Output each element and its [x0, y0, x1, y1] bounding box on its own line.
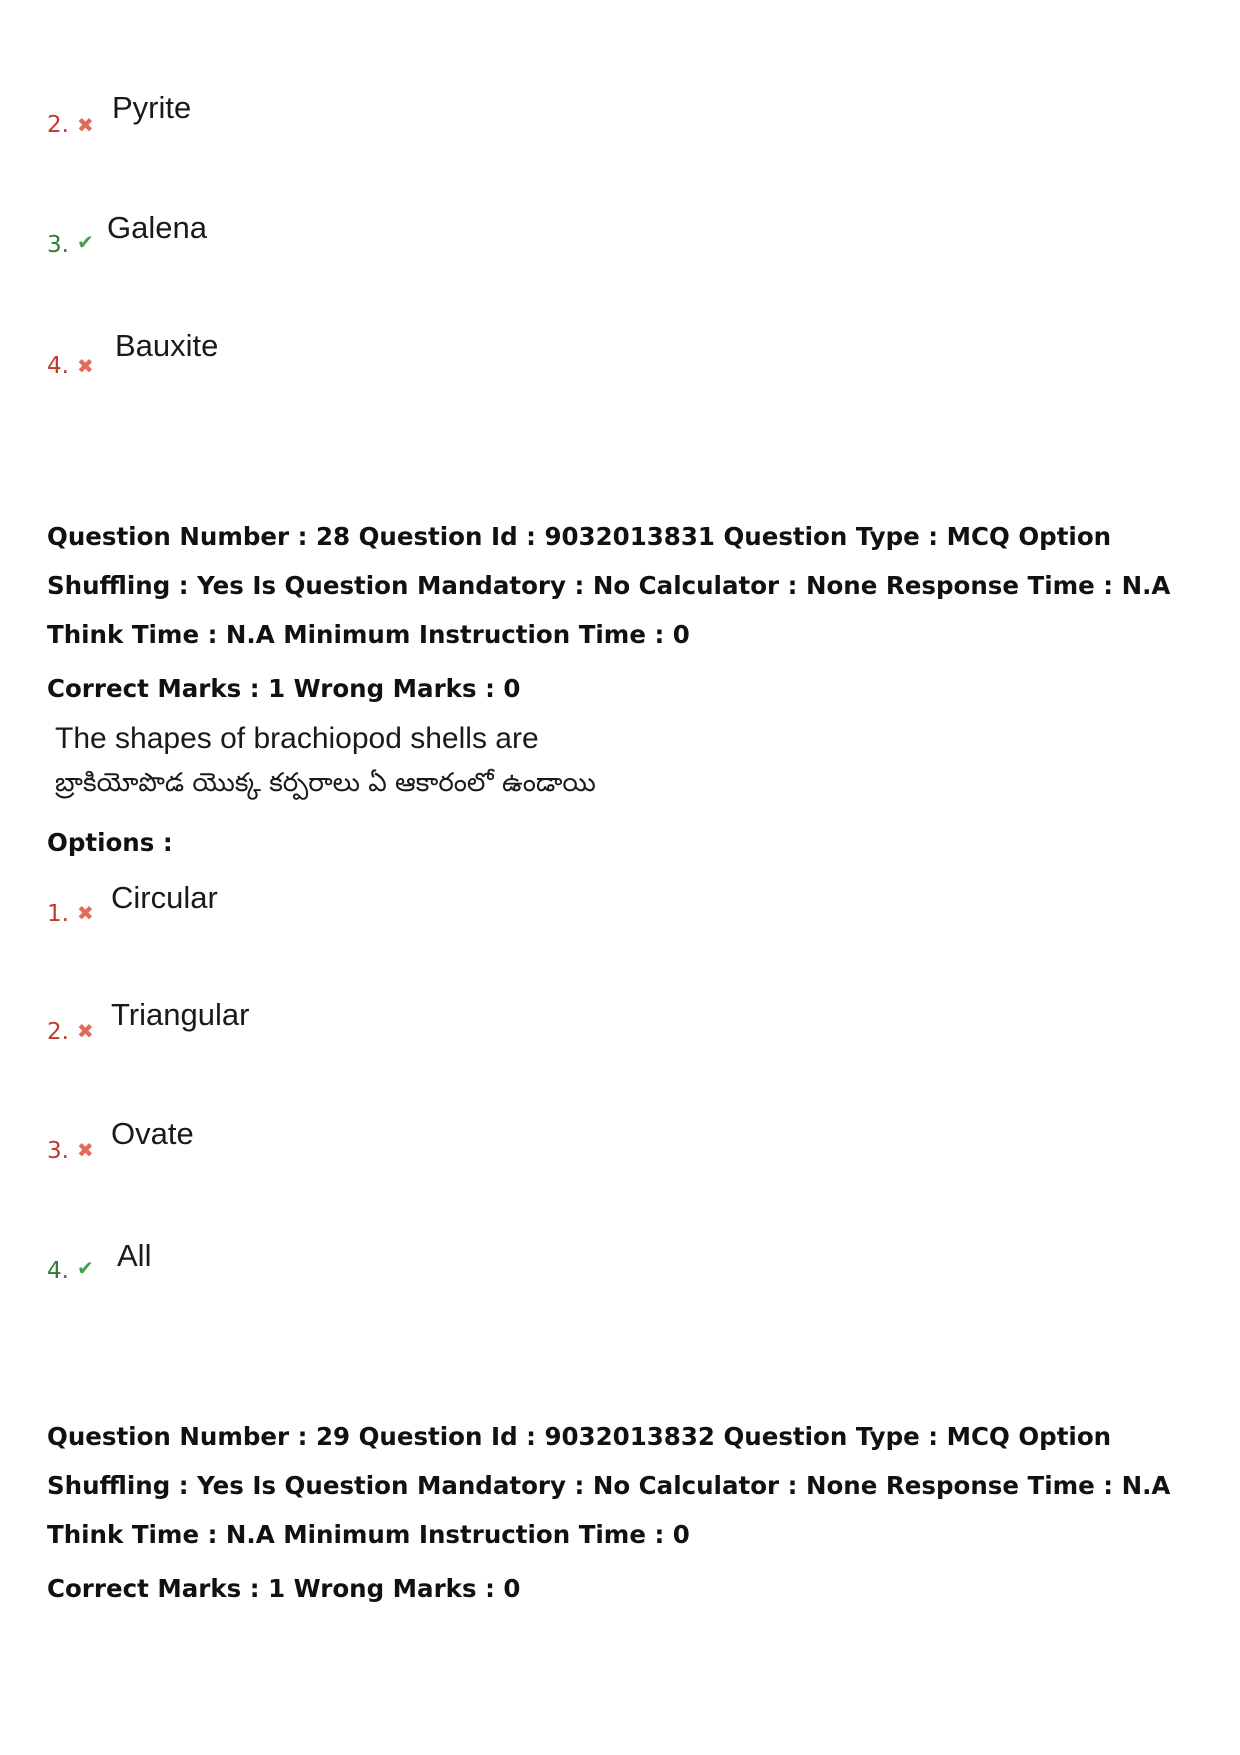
- option-text: Ovate: [111, 1116, 194, 1151]
- option-text: All: [117, 1238, 152, 1273]
- option-number: 2.: [47, 112, 69, 138]
- option-text: Triangular: [111, 997, 250, 1032]
- cross-icon: ✖: [77, 1138, 94, 1162]
- q28-option-2: [47, 997, 947, 1057]
- check-icon: ✔: [77, 1256, 94, 1280]
- q28-option-1: [47, 880, 947, 940]
- prev-option-4: [47, 328, 947, 388]
- option-number: 1.: [47, 901, 69, 927]
- q28-option-4: [47, 1238, 947, 1298]
- options-label: Options :: [47, 828, 173, 857]
- cross-icon: ✖: [77, 113, 94, 137]
- option-number: 3.: [47, 1138, 69, 1164]
- option-text: Pyrite: [112, 90, 192, 125]
- option-number: 3.: [47, 232, 69, 258]
- question-29-meta: Question Number : 29 Question Id : 9032013832 Question Type : MCQ Option Shuffling : Yes Is Question Mandatory : No Calculator : None Response Time : N.A Think Time : N.A Minimum Instruction Time : 0: [47, 1422, 1171, 1549]
- prev-option-2: [47, 90, 947, 150]
- prev-option-3: [47, 210, 947, 270]
- option-number: 4.: [47, 353, 69, 379]
- cross-icon: ✖: [77, 901, 94, 925]
- option-number: 4.: [47, 1258, 69, 1284]
- question-28-marks: Correct Marks : 1 Wrong Marks : 0: [47, 674, 521, 703]
- q28-option-3: [47, 1116, 947, 1176]
- option-text: Circular: [111, 880, 218, 915]
- question-28-text-english: The shapes of brachiopod shells are: [55, 722, 539, 755]
- question-28-meta: Question Number : 28 Question Id : 9032013831 Question Type : MCQ Option Shuffling : Yes Is Question Mandatory : No Calculator : None Response Time : N.A Think Time : N.A Minimum Instruction Time : 0: [47, 522, 1171, 649]
- cross-icon: ✖: [77, 1019, 94, 1043]
- question-28-text-telugu: బ్రాకియోపొడ యొక్క కర్పరాలు ఏ ఆకారంలో ఉండాయి: [55, 768, 596, 798]
- cross-icon: ✖: [77, 354, 94, 378]
- option-text: Bauxite: [115, 328, 219, 363]
- option-text: Galena: [107, 210, 207, 245]
- check-icon: ✔: [77, 230, 94, 254]
- question-29-marks: Correct Marks : 1 Wrong Marks : 0: [47, 1574, 521, 1603]
- option-number: 2.: [47, 1019, 69, 1045]
